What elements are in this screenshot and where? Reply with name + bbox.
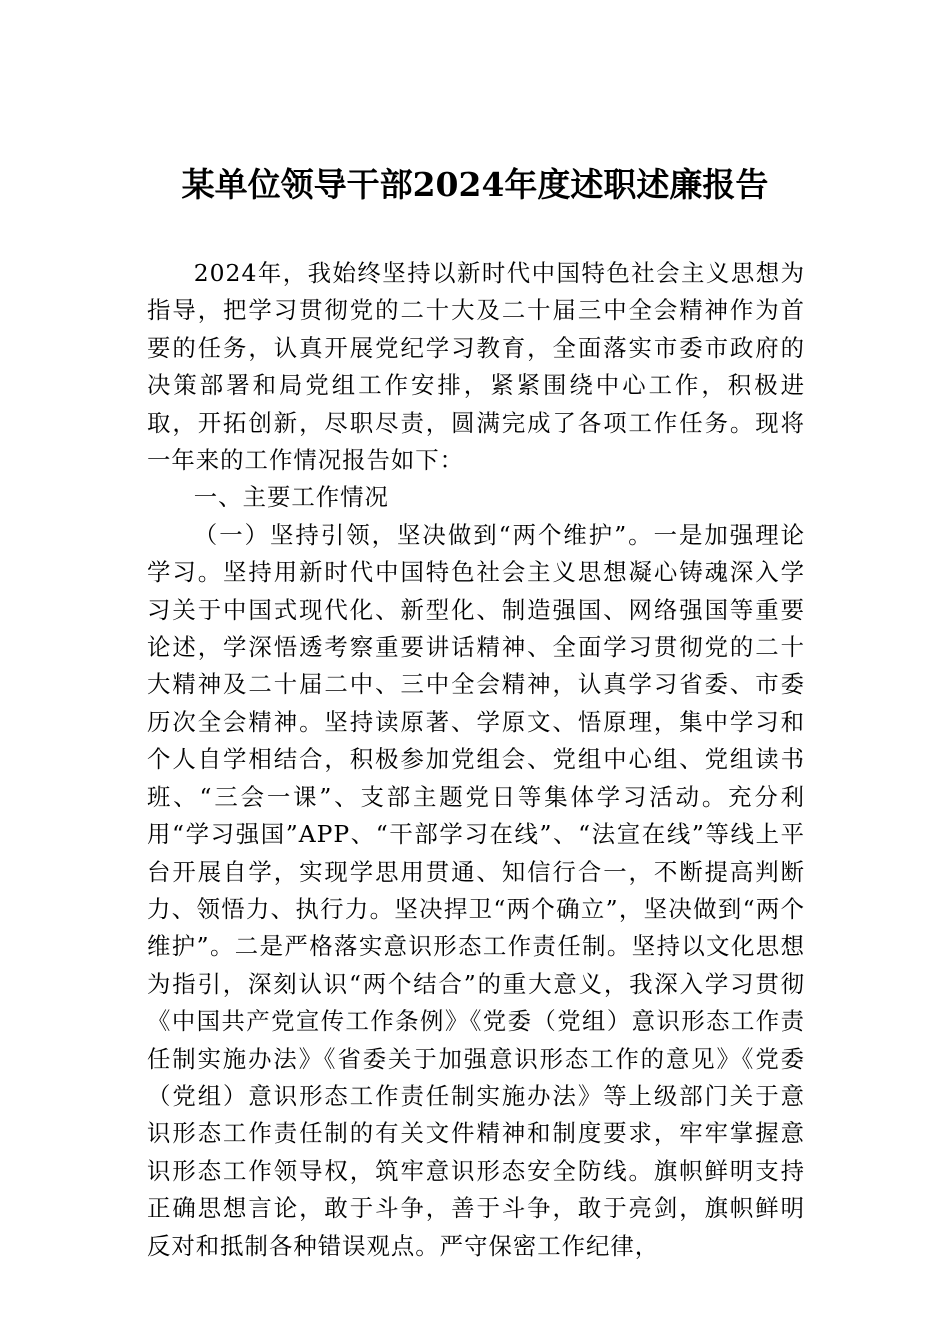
intro-paragraph: 2024年，我始终坚持以新时代中国特色社会主义思想为指导，把学习贯彻党的二十大及二十届三中全会精神作为首要的任务，认真开展党纪学习教育，全面落实市委市政府的决策部署和局党组工作安排，紧紧围绕中心工作，积极进取，开拓创新，尽职尽责，圆满完成了各项工作任务。现将一年来的工作情况报告如下：	[147, 259, 805, 475]
section-heading: 一、主要工作情况	[193, 483, 389, 512]
document-body	[147, 255, 805, 1265]
section-paragraph: （一）坚持引领，坚决做到“两个维护”。一是加强理论学习。坚持用新时代中国特色社会主义思想凝心铸魂深入学习关于中国式现代化、新型化、制造强国、网络强国等重要论述，学深悟透考察重要讲话精神、全面学习贯彻党的二十大精神及二十届二中、三中全会精神，认真学习省委、市委历次全会精神。坚持读原著、学原文、悟原理，集中学习和个人自学相结合，积极参加党组会、党组中心组、党组读书班、“三会一课”、支部主题党日等集体学习活动。充分利用“学习强国”APP、“干部学习在线”、“法宣在线”等线上平台开展自学，实现学思用贯通、知信行合一，不断提高判断力、领悟力、执行力。坚决捍卫“两个确立”，坚决做到“两个维护”。二是严格落实意识形态工作责任制。坚持以文化思想为指引，深刻认识“两个结合”的重大意义，我深入学习贯彻《中国共产党宣传工作条例》《党委（党组）意识形态工作责任制实施办法》《省委关于加强意识形态工作的意见》《党委（党组）意识形态工作责任制实施办法》等上级部门关于意识形态工作责任制的有关文件精神和制度要求，牢牢掌握意识形态工作领导权，筑牢意识形态安全防线。旗帜鲜明支持正确思想言论，敢于斗争，善于斗争，敢于亮剑，旗帜鲜明反对和抵制各种错误观点。严守保密工作纪律，	[147, 520, 805, 1260]
document-title: 某单位领导干部2024年度述职述廉报告	[181, 165, 769, 204]
